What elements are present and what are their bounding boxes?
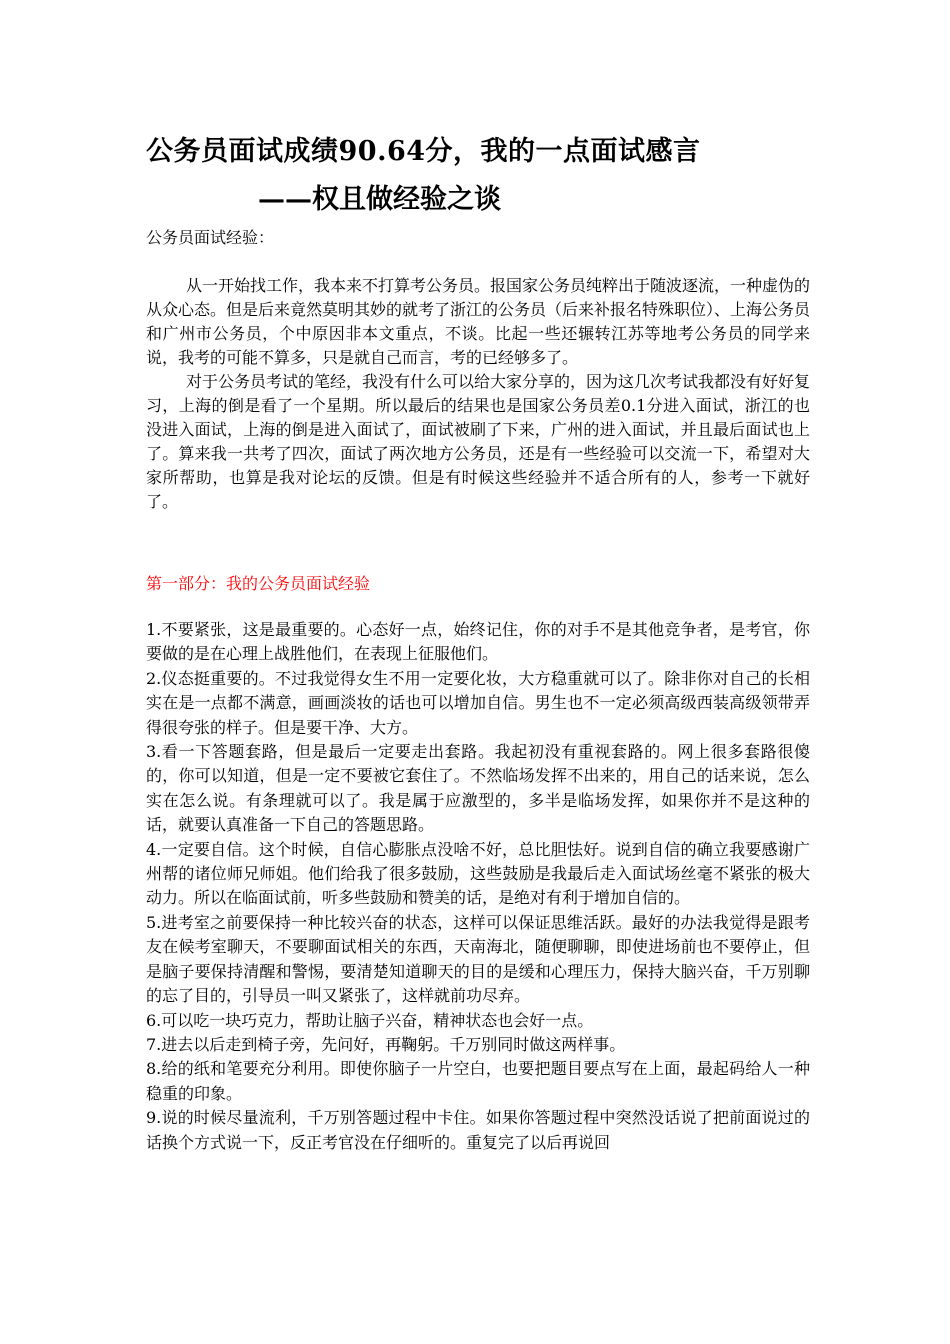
intro-label: 公务员面试经验： [146, 228, 275, 247]
list-item: 2.仪态挺重要的。不过我觉得女生不用一定要化妆，大方稳重就可以了。除非你对自己的长相实在是一点都不满意，画画淡妆的话也可以增加自信。男生也不一定必须高级西装高级领带弄得很夸张的样子。但是要干净、大方。 [146, 668, 810, 737]
list-item: 1.不要紧张，这是最重要的。心态好一点，始终记住，你的对手不是其他竞争者，是考官，你要做的是在心理上战胜他们，在表现上征服他们。 [146, 620, 810, 664]
list-item: 9.说的时候尽量流利，千万别答题过程中卡住。如果你答题过程中突然没话说了把前面说过的话换个方式说一下，反正考官没在仔细听的。重复完了以后再说回 [146, 1108, 810, 1152]
paragraph: 从一开始找工作，我本来不打算考公务员。报国家公务员纯粹出于随波逐流，一种虚伪的从众心态。但是后来竟然莫明其妙的就考了浙江的公务员（后来补报名特殊职位）、上海公务员和广州市公务员，个中原因非本文重点，不谈。比起一些还辗转江苏等地考公务员的同学来说，我考的可能不算多，只是就自己而言，考的已经够多了。 [146, 276, 811, 367]
paragraph: 对于公务员考试的笔经，我没有什么可以给大家分享的，因为这几次考试我都没有好好复习，上海的倒是看了一个星期。所以最后的结果也是国家公务员差0.1分进入面试，浙江的也没进入面试，上海的倒是进入面试了，面试被刷了下来，广州的进入面试，并且最后面试也上了。算来我一共考了四次，面试了两次地方公务员，还是有一些经验可以交流一下，希望对大家所帮助，也算是我对论坛的反馈。但是有时候这些经验并不适合所有的人，参考一下就好了。 [146, 372, 811, 511]
list-item: 8.给的纸和笔要充分利用。即使你脑子一片空白，也要把题目要点写在上面，最起码给人一种稳重的印象。 [146, 1059, 810, 1103]
list-item: 4.一定要自信。这个时候，自信心膨胀点没啥不好，总比胆怯好。说到自信的确立我要感谢广州帮的诸位师兄师姐。他们给我了很多鼓励，这些鼓励是我最后走入面试场丝毫不紧张的极大动力。所以在临面试前，听多些鼓励和赞美的话，是绝对有利于增加自信的。 [146, 839, 810, 908]
list-item: 6.可以吃一块巧克力，帮助让脑子兴奋，精神状态也会好一点。 [146, 1010, 594, 1030]
intro-paragraphs [146, 274, 810, 514]
list-item: 5.进考室之前要保持一种比较兴奋的状态，这样可以保证思维活跃。最好的办法我觉得是跟考友在候考室聊天，不要聊面试相关的东西，天南海北，随便聊聊，即使进场前也不要停止，但是脑子要保持清醒和警惕，要清楚知道聊天的目的是缓和心理压力，保持大脑兴奋，千万别聊的忘了目的，引导员一叫又紧张了，这样就前功尽弃。 [146, 912, 810, 1006]
list-item: 3.看一下答题套路，但是最后一定要走出套路。我起初没有重视套路的。网上很多套路很傻的，你可以知道，但是一定不要被它套住了。不然临场发挥不出来的，用自己的话来说，怎么实在怎么说。有条理就可以了。我是属于应激型的，多半是临场发挥，如果你并不是这种的话，就要认真准备一下自己的答题思路。 [146, 742, 810, 835]
experience-list [146, 618, 810, 1155]
document-subtitle: ——权且做经验之谈 [258, 184, 501, 215]
list-item: 7.进去以后走到椅子旁，先问好，再鞠躬。千万别同时做这两样事。 [146, 1034, 626, 1054]
section-heading: 第一部分：我的公务员面试经验 [146, 574, 371, 593]
document-title: 公务员面试成绩90.64分，我的一点面试感言 [146, 136, 701, 167]
